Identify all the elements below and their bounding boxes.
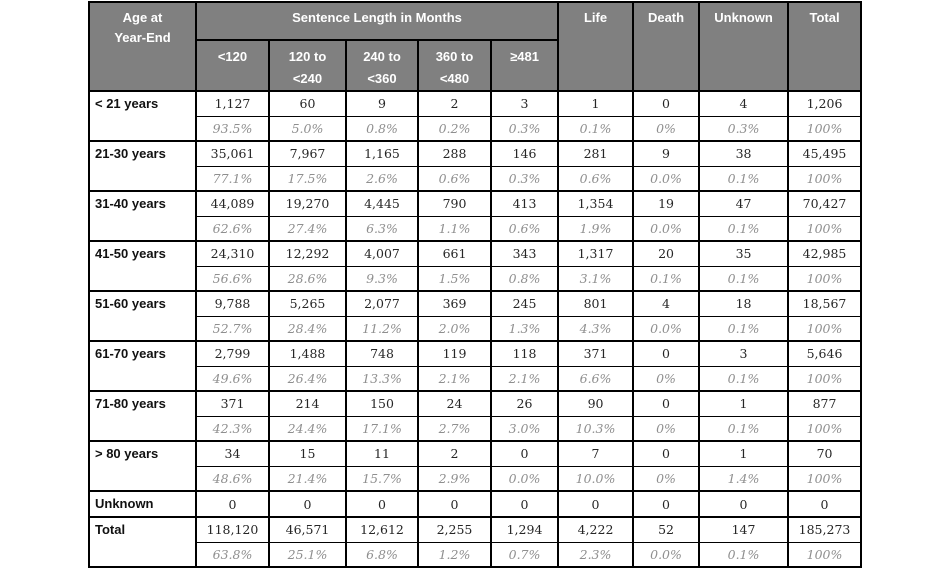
pct-cell: 100%: [788, 266, 861, 291]
row-label: 71-80 years: [89, 391, 196, 441]
pct-cell: 0.6%: [491, 216, 558, 241]
count-cell: 1,294: [491, 517, 558, 542]
pct-row: [89, 416, 861, 441]
count-cell: 4,222: [558, 517, 633, 542]
count-cell: 4,007: [346, 241, 418, 266]
count-cell: 369: [418, 291, 491, 316]
table-header: [89, 2, 861, 91]
pct-row: [89, 266, 861, 291]
count-cell: 35,061: [196, 141, 269, 166]
pct-cell: 0.0%: [633, 216, 699, 241]
count-cell: 147: [699, 517, 788, 542]
age-header-line1: Age at: [122, 10, 163, 25]
count-cell: 150: [346, 391, 418, 416]
pct-cell: 62.6%: [196, 216, 269, 241]
count-cell: 371: [196, 391, 269, 416]
pct-row: [89, 542, 861, 567]
count-cell: 288: [418, 141, 491, 166]
pct-cell: 25.1%: [269, 542, 346, 567]
count-cell: 413: [491, 191, 558, 216]
pct-cell: 15.7%: [346, 466, 418, 491]
pct-cell: 13.3%: [346, 366, 418, 391]
count-cell: 2,255: [418, 517, 491, 542]
pct-cell: 3.1%: [558, 266, 633, 291]
pct-cell: 0%: [633, 466, 699, 491]
subcol-header-lt120: [196, 40, 269, 91]
unknown-column-header: Unknown: [699, 2, 788, 91]
count-cell: 70,427: [788, 191, 861, 216]
pct-cell: 93.5%: [196, 116, 269, 141]
count-cell: 26: [491, 391, 558, 416]
pct-cell: 0.7%: [491, 542, 558, 567]
pct-row: [89, 116, 861, 141]
count-cell: 0: [633, 391, 699, 416]
subcol-header-240-360: [346, 40, 418, 91]
pct-row: [89, 216, 861, 241]
pct-cell: 6.8%: [346, 542, 418, 567]
pct-cell: 6.6%: [558, 366, 633, 391]
count-row: [89, 291, 861, 316]
pct-cell: 0.1%: [699, 416, 788, 441]
pct-cell: 0.3%: [491, 166, 558, 191]
subcol-line: <360: [367, 71, 397, 86]
count-cell: 44,089: [196, 191, 269, 216]
pct-cell: 0%: [633, 116, 699, 141]
pct-cell: 2.3%: [558, 542, 633, 567]
count-cell: 2: [418, 441, 491, 466]
pct-cell: 6.3%: [346, 216, 418, 241]
pct-cell: 1.1%: [418, 216, 491, 241]
count-cell: 790: [418, 191, 491, 216]
count-cell: 1,488: [269, 341, 346, 366]
count-cell: 11: [346, 441, 418, 466]
count-cell: 1,127: [196, 91, 269, 116]
count-cell: 214: [269, 391, 346, 416]
pct-cell: 48.6%: [196, 466, 269, 491]
sentence-length-group-header: Sentence Length in Months: [196, 2, 558, 40]
subcol-line: 120 to: [288, 49, 327, 64]
pct-cell: 0.0%: [633, 542, 699, 567]
count-cell: 1,165: [346, 141, 418, 166]
pct-cell: 0.1%: [699, 266, 788, 291]
count-cell: 0: [633, 91, 699, 116]
age-header-line2: Year-End: [114, 30, 171, 45]
count-cell: 118,120: [196, 517, 269, 542]
pct-cell: 10.0%: [558, 466, 633, 491]
pct-cell: 3.0%: [491, 416, 558, 441]
pct-cell: 0.1%: [558, 116, 633, 141]
row-label: Unknown: [89, 491, 196, 517]
count-cell: 2: [418, 91, 491, 116]
pct-cell: 0.1%: [699, 316, 788, 341]
pct-cell: 0.6%: [418, 166, 491, 191]
total-column-header: Total: [788, 2, 861, 91]
life-column-header: Life: [558, 2, 633, 91]
count-cell: 0: [633, 341, 699, 366]
pct-cell: 21.4%: [269, 466, 346, 491]
row-label: 31-40 years: [89, 191, 196, 241]
count-row: [89, 441, 861, 466]
pct-cell: 0%: [633, 416, 699, 441]
count-cell: 748: [346, 341, 418, 366]
pct-cell: 42.3%: [196, 416, 269, 441]
pct-cell: 0.2%: [418, 116, 491, 141]
pct-cell: 0.1%: [699, 366, 788, 391]
count-cell: 24,310: [196, 241, 269, 266]
count-cell: 20: [633, 241, 699, 266]
pct-cell: 2.7%: [418, 416, 491, 441]
pct-cell: 77.1%: [196, 166, 269, 191]
table-body: [89, 91, 861, 567]
count-cell: 12,292: [269, 241, 346, 266]
count-cell: 12,612: [346, 517, 418, 542]
count-row: [89, 517, 861, 542]
pct-cell: 4.3%: [558, 316, 633, 341]
pct-cell: 2.6%: [346, 166, 418, 191]
count-cell: 45,495: [788, 141, 861, 166]
pct-cell: 100%: [788, 166, 861, 191]
count-cell: 0: [633, 491, 699, 517]
count-cell: 19,270: [269, 191, 346, 216]
pct-cell: 2.1%: [418, 366, 491, 391]
pct-cell: 1.2%: [418, 542, 491, 567]
count-cell: 0: [558, 491, 633, 517]
pct-cell: 0.0%: [491, 466, 558, 491]
count-cell: 0: [788, 491, 861, 517]
count-cell: 119: [418, 341, 491, 366]
count-cell: 1: [558, 91, 633, 116]
pct-cell: 1.4%: [699, 466, 788, 491]
count-cell: 343: [491, 241, 558, 266]
count-cell: 0: [346, 491, 418, 517]
pct-cell: 10.3%: [558, 416, 633, 441]
count-cell: 5,265: [269, 291, 346, 316]
count-row: [89, 491, 861, 517]
count-cell: 90: [558, 391, 633, 416]
pct-cell: 56.6%: [196, 266, 269, 291]
pct-cell: 100%: [788, 316, 861, 341]
pct-row: [89, 366, 861, 391]
count-cell: 2,077: [346, 291, 418, 316]
pct-cell: 0.0%: [633, 316, 699, 341]
count-cell: 9: [346, 91, 418, 116]
count-cell: 18,567: [788, 291, 861, 316]
pct-cell: 27.4%: [269, 216, 346, 241]
pct-row: [89, 166, 861, 191]
count-cell: 4,445: [346, 191, 418, 216]
count-cell: 0: [699, 491, 788, 517]
count-cell: 52: [633, 517, 699, 542]
age-at-year-end-header: [89, 2, 196, 91]
subcol-header-360-480: [418, 40, 491, 91]
subcol-line: <240: [292, 71, 323, 86]
count-cell: 5,646: [788, 341, 861, 366]
pct-cell: 1.5%: [418, 266, 491, 291]
count-row: [89, 391, 861, 416]
pct-cell: 28.6%: [269, 266, 346, 291]
pct-cell: 17.5%: [269, 166, 346, 191]
pct-cell: 100%: [788, 416, 861, 441]
count-cell: 9: [633, 141, 699, 166]
pct-cell: 5.0%: [269, 116, 346, 141]
pct-cell: 0.3%: [699, 116, 788, 141]
count-cell: 146: [491, 141, 558, 166]
count-cell: 1: [699, 441, 788, 466]
subcol-header-120-240: [269, 40, 346, 91]
death-column-header: Death: [633, 2, 699, 91]
pct-cell: 1.9%: [558, 216, 633, 241]
pct-cell: 0.1%: [633, 266, 699, 291]
count-cell: 0: [269, 491, 346, 517]
count-cell: 0: [491, 491, 558, 517]
count-cell: 38: [699, 141, 788, 166]
pct-cell: 52.7%: [196, 316, 269, 341]
count-cell: 60: [269, 91, 346, 116]
pct-cell: 0.0%: [633, 166, 699, 191]
pct-row: [89, 466, 861, 491]
row-label: Total: [89, 517, 196, 567]
count-cell: 4: [699, 91, 788, 116]
count-cell: 0: [196, 491, 269, 517]
count-cell: 1,317: [558, 241, 633, 266]
subcol-line: <120: [217, 49, 248, 64]
row-label: > 80 years: [89, 441, 196, 491]
count-cell: 0: [491, 441, 558, 466]
count-cell: 15: [269, 441, 346, 466]
count-row: [89, 191, 861, 216]
pct-cell: 1.3%: [491, 316, 558, 341]
row-label: 51-60 years: [89, 291, 196, 341]
count-cell: 0: [418, 491, 491, 517]
pct-cell: 0.1%: [699, 166, 788, 191]
count-cell: 1,206: [788, 91, 861, 116]
pct-cell: 100%: [788, 216, 861, 241]
subcol-line: ≥481: [510, 49, 539, 64]
count-cell: 118: [491, 341, 558, 366]
count-cell: 47: [699, 191, 788, 216]
count-cell: 4: [633, 291, 699, 316]
row-label: 41-50 years: [89, 241, 196, 291]
pct-cell: 49.6%: [196, 366, 269, 391]
subcol-line: <480: [439, 71, 470, 86]
count-cell: 46,571: [269, 517, 346, 542]
count-cell: 35: [699, 241, 788, 266]
pct-cell: 63.8%: [196, 542, 269, 567]
count-row: [89, 141, 861, 166]
pct-cell: 0.8%: [491, 266, 558, 291]
count-cell: 1,354: [558, 191, 633, 216]
pct-cell: 9.3%: [346, 266, 418, 291]
count-cell: 281: [558, 141, 633, 166]
count-cell: 0: [633, 441, 699, 466]
row-label: 61-70 years: [89, 341, 196, 391]
count-cell: 1: [699, 391, 788, 416]
row-label: < 21 years: [89, 91, 196, 141]
count-cell: 661: [418, 241, 491, 266]
count-row: [89, 91, 861, 116]
pct-row: [89, 316, 861, 341]
pct-cell: 0%: [633, 366, 699, 391]
count-cell: 18: [699, 291, 788, 316]
pct-cell: 0.8%: [346, 116, 418, 141]
subcol-line: 360 to: [435, 49, 474, 64]
header-row-1: [89, 2, 861, 40]
count-cell: 9,788: [196, 291, 269, 316]
count-cell: 2,799: [196, 341, 269, 366]
sentence-length-by-age-table: [88, 1, 862, 568]
count-cell: 7: [558, 441, 633, 466]
pct-cell: 100%: [788, 116, 861, 141]
subcol-header-gte481: [491, 40, 558, 91]
count-cell: 7,967: [269, 141, 346, 166]
count-cell: 877: [788, 391, 861, 416]
pct-cell: 28.4%: [269, 316, 346, 341]
subcol-line: 240 to: [363, 49, 401, 64]
pct-cell: 26.4%: [269, 366, 346, 391]
count-cell: 3: [699, 341, 788, 366]
count-cell: 371: [558, 341, 633, 366]
pct-cell: 0.1%: [699, 216, 788, 241]
pct-cell: 100%: [788, 466, 861, 491]
count-cell: 42,985: [788, 241, 861, 266]
pct-cell: 11.2%: [346, 316, 418, 341]
pct-cell: 2.9%: [418, 466, 491, 491]
count-cell: 70: [788, 441, 861, 466]
pct-cell: 17.1%: [346, 416, 418, 441]
row-label: 21-30 years: [89, 141, 196, 191]
count-row: [89, 341, 861, 366]
pct-cell: 0.6%: [558, 166, 633, 191]
count-cell: 185,273: [788, 517, 861, 542]
pct-cell: 100%: [788, 542, 861, 567]
count-cell: 245: [491, 291, 558, 316]
pct-cell: 2.1%: [491, 366, 558, 391]
count-cell: 801: [558, 291, 633, 316]
count-cell: 34: [196, 441, 269, 466]
pct-cell: 0.3%: [491, 116, 558, 141]
count-row: [89, 241, 861, 266]
pct-cell: 0.1%: [699, 542, 788, 567]
pct-cell: 2.0%: [418, 316, 491, 341]
pct-cell: 24.4%: [269, 416, 346, 441]
count-cell: 19: [633, 191, 699, 216]
count-cell: 3: [491, 91, 558, 116]
pct-cell: 100%: [788, 366, 861, 391]
count-cell: 24: [418, 391, 491, 416]
